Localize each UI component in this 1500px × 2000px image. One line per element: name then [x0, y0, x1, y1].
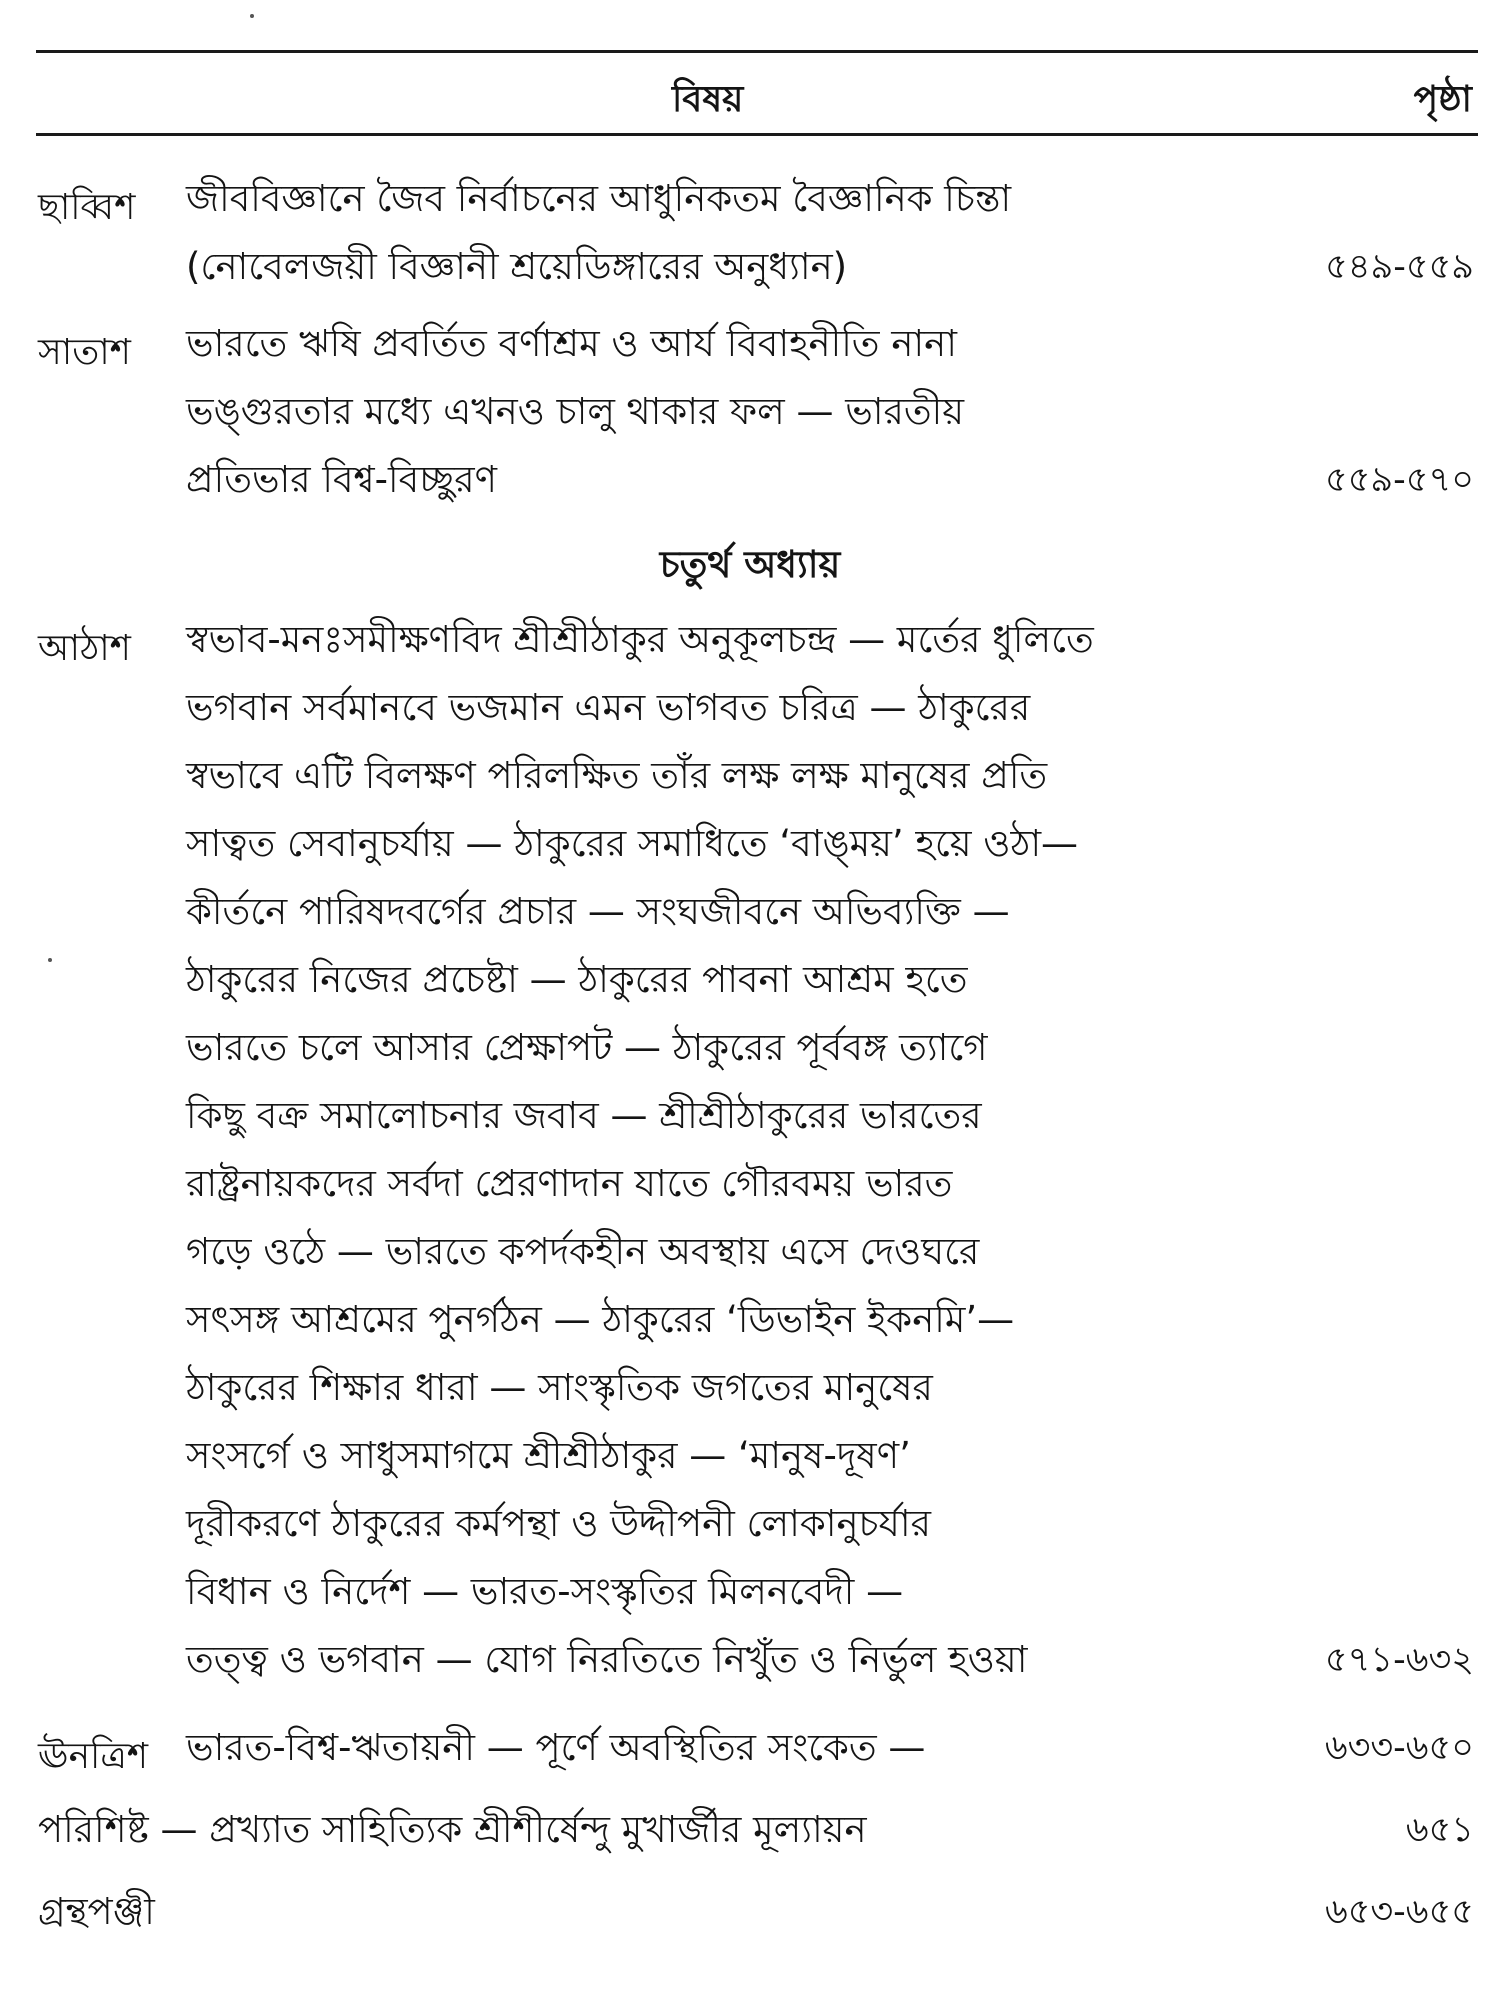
entry-title-line: ভারতে ঋষি প্রবর্তিত বর্ণাশ্রম ও আর্য বিবাহনীতি নানা: [186, 322, 957, 365]
entry-title-line: ভগবান সর্বমানবে ভজমান এমন ভাগবত চরিত্র — ঠাকুরের: [186, 686, 1031, 729]
entry-title-line: প্রতিভার বিশ্ব-বিচ্ছুরণ: [186, 458, 497, 501]
entry-title-line: কীর্তনে পারিষদবর্গের প্রচার — সংঘজীবনে অভিব্যক্তি —: [186, 890, 1010, 933]
header-bottom-rule: [36, 133, 1478, 136]
entry-page-range: ৫৭১-৬৩২: [1324, 1640, 1474, 1680]
entry-page-range: ৬৩৩-৬৫০: [1324, 1728, 1474, 1768]
entry-page-range: ৫৪৯-৫৫৯: [1325, 247, 1474, 287]
entry-title-line: কিছু বক্র সমালোচনার জবাব — শ্রীশ্রীঠাকুরের ভারতের: [186, 1094, 982, 1137]
bibliography-title: গ্রন্থপঞ্জী: [38, 1890, 155, 1933]
header-top-rule: [36, 50, 1478, 53]
entry-title-line: স্বভাবে এটি বিলক্ষণ পরিলক্ষিত তাঁর লক্ষ লক্ষ মানুষের প্রতি: [186, 754, 1048, 797]
entry-title-line: গড়ে ওঠে — ভারতে কপর্দকহীন অবস্থায় এসে দেওঘরে: [186, 1230, 980, 1273]
entry-title: [186, 606, 1094, 1694]
entry-title-line: সৎসঙ্গ আশ্রমের পুনর্গঠন — ঠাকুরের ‘ডিভাইন ইকনমি’—: [186, 1298, 1015, 1341]
entry-number: ছাব্বিশ: [38, 187, 136, 228]
entry-number: সাতাশ: [38, 332, 131, 373]
entry-page-range: ৬৫৩-৬৫৫: [1324, 1892, 1474, 1932]
entry-title: [186, 1714, 925, 1782]
entry-title-line: ঠাকুরের নিজের প্রচেষ্টা — ঠাকুরের পাবনা আশ্রম হতে: [186, 958, 968, 1001]
entry-title-line: ভারতে চলে আসার প্রেক্ষাপট — ঠাকুরের পূর্ববঙ্গ ত্যাগে: [186, 1026, 988, 1069]
entry-title-line: সাত্বত সেবানুচর্যায় — ঠাকুরের সমাধিতে ‘বাঙ্‌ময়’ হয়ে ওঠা—: [186, 822, 1079, 865]
entry-title-line: (নোবেলজয়ী বিজ্ঞানী শ্রয়েডিঙ্গারের অনুধ্যান): [186, 245, 848, 288]
entry-title-line: ঠাকুরের শিক্ষার ধারা — সাংস্কৃতিক জগতের মানুষের: [186, 1366, 933, 1409]
speck-mark: [48, 958, 52, 962]
entry-title-line: তত্ত্ব ও ভগবান — যোগ নিরতিতে নিখুঁত ও নির্ভুল হওয়া: [186, 1638, 1028, 1681]
entry-page-range: ৬৫১: [1405, 1810, 1474, 1850]
speck-mark: [250, 14, 254, 18]
entry-title: [186, 310, 964, 514]
entry-title-line: জীববিজ্ঞানে জৈব নির্বাচনের আধুনিকতম বৈজ্ঞানিক চিন্তা: [186, 177, 1012, 220]
entry-title: [186, 165, 1011, 301]
entry-title-line: স্বভাব-মনঃসমীক্ষণবিদ শ্রীশ্রীঠাকুর অনুকূলচন্দ্র — মর্তের ধুলিতে: [186, 618, 1094, 661]
entry-title-line: বিধান ও নির্দেশ — ভারত-সংস্কৃতির মিলনবেদী —: [186, 1570, 904, 1613]
entry-number: ঊনত্রিশ: [38, 1736, 149, 1777]
entry-title-line: দূরীকরণে ঠাকুরের কর্মপন্থা ও উদ্দীপনী লোকানুচর্যার: [186, 1502, 931, 1545]
page-column-header: পৃষ্ঠা: [1413, 79, 1472, 120]
entry-title-line: রাষ্ট্রনায়কদের সর্বদা প্রেরণাদান যাতে গৌরবময় ভারত: [186, 1162, 953, 1205]
chapter-heading: চতুর্থ অধ্যায়: [659, 543, 841, 586]
entry-number: আঠাশ: [38, 628, 131, 669]
appendix-title: পরিশিষ্ট — প্রখ্যাত সাহিত্যিক শ্রীশীর্ষেন্দু মুখার্জীর মূল্যায়ন: [38, 1808, 867, 1851]
entry-title-line: ভারত-বিশ্ব-ঋতায়নী — পূর্ণে অবস্থিতির সংকেত —: [186, 1726, 926, 1769]
entry-title-line: সংসর্গে ও সাধুসমাগমে শ্রীশ্রীঠাকুর — ‘মানুষ-দূষণ’: [186, 1434, 911, 1477]
entry-page-range: ৫৫৯-৫৭০: [1325, 460, 1474, 500]
entry-title-line: ভঙ্গুরতার মধ্যে এখনও চালু থাকার ফল — ভারতীয়: [186, 390, 965, 433]
subject-column-header: বিষয়: [672, 79, 744, 120]
